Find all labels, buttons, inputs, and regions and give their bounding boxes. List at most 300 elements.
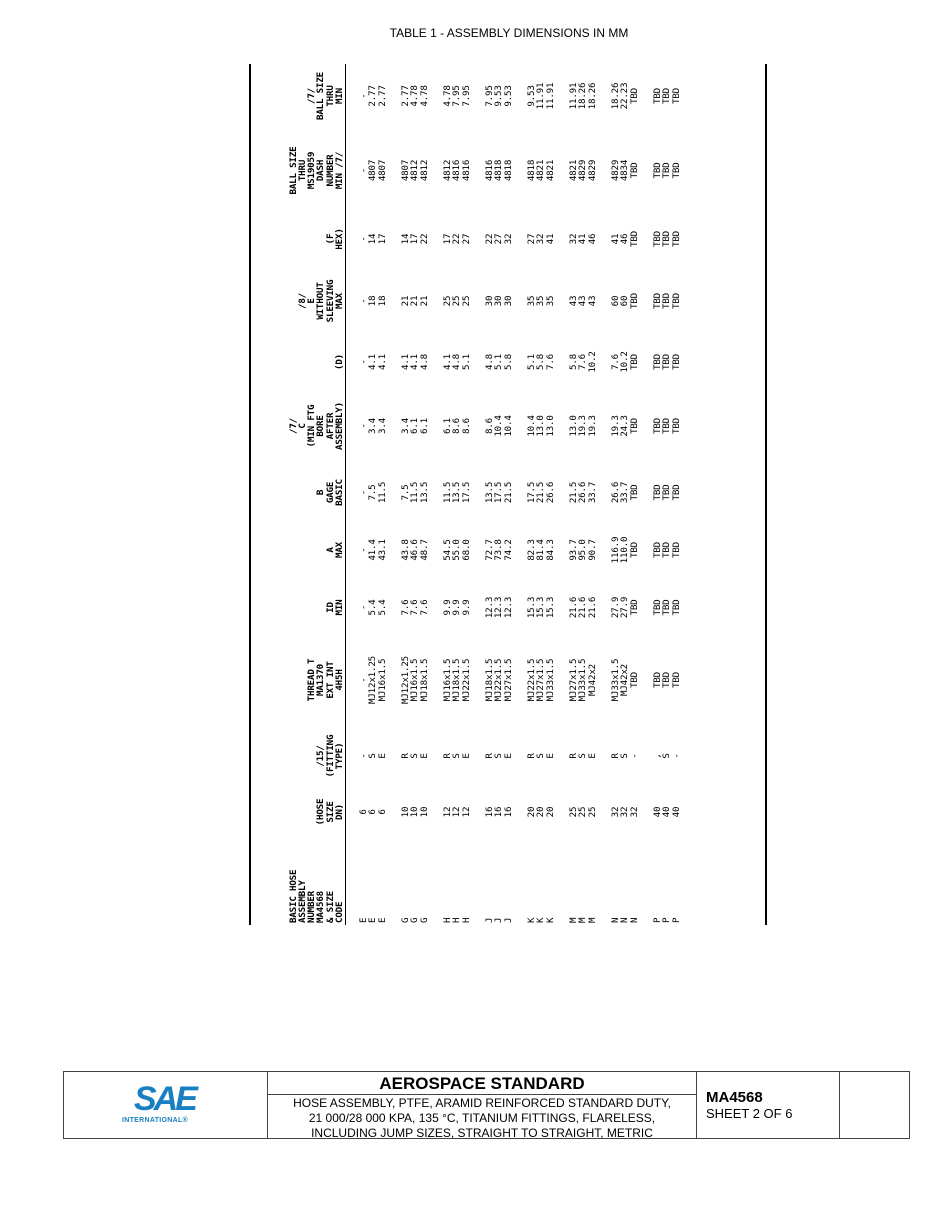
cell-values [569,351,598,372]
table-cell-f [604,213,646,265]
table-cell-code [604,837,646,925]
cell-value: 35 [535,295,547,307]
cell-values [569,659,598,702]
cell-value: 16 [502,806,514,818]
cell-values [611,351,640,372]
cell-value: 18.26 [577,82,589,110]
cell-value: 4818 [502,159,514,182]
header-cell: /7/ C (MIN FTG BORE AFTER ASSEMBLY) [287,402,345,450]
cell-value: S [451,753,463,759]
cell-value: 20 [544,806,556,818]
table-cell-c [604,387,646,465]
cell-values [653,418,682,434]
cell-value: 17.5 [525,481,537,504]
cell-value: 17.5 [493,481,505,504]
table-cell-d [646,337,688,387]
cell-values [653,600,682,616]
cell-value: 10 [409,806,421,818]
table-cell-ball [604,64,646,128]
cell-value: 95.0 [577,539,589,561]
table-cell-id [436,580,478,635]
cell-value: 32 [619,806,631,818]
cell-value: 7.6 [577,354,589,371]
cell-value: 4821 [544,159,556,182]
cell-value: 40 [661,806,673,818]
cell-value: 35 [544,295,556,307]
cell-values [359,918,388,923]
cell-values [611,659,640,702]
header-cell: (F HEX) [324,228,345,250]
table-cell-dn [394,787,436,837]
assembly-dimensions-table [248,64,769,925]
table-cell-a [394,520,436,580]
header-cell: B GAGE BASIC [315,479,345,506]
cell-values [485,354,514,370]
cell-value: , [651,753,663,759]
logo-letters: SAE [134,1082,195,1112]
cell-value: 21.6 [567,596,579,619]
cell-value: 68.0 [460,539,472,561]
cell-value: 4834 [619,159,631,182]
cell-value: 4.8 [451,354,463,370]
cell-values [443,539,472,560]
cell-value: 7.6 [418,599,430,616]
cell-value: MJ12x1.25 [399,656,411,704]
cell-value: 21 [418,295,430,307]
cell-values [359,482,388,503]
table-cell-ball [562,64,604,128]
cell-values [443,160,472,181]
cell-value: - [357,359,369,365]
cell-values [485,753,514,758]
cell-value: 32 [535,233,547,245]
document-cell [697,1072,840,1138]
table-cell-a [604,520,646,580]
cell-value: MJ18x1.5 [451,658,463,702]
cell-values [611,537,640,564]
cell-value: 74.2 [502,539,514,561]
cell-values [359,296,388,307]
cell-value: TBD [670,162,682,179]
cell-values [443,918,472,923]
header-cell: /8/ E WITHOUT SLEEVING MAX [296,279,345,323]
cell-value: 26.6 [544,481,556,504]
cell-values [527,918,556,923]
table-cell-d [520,337,562,387]
table-cell-d [346,337,394,387]
header-cell: ID MIN [324,599,345,616]
cell-value: 43.1 [376,539,388,561]
cell-value: 30 [493,295,505,307]
cell-value: 82.3 [525,539,537,561]
table-cell-dn [562,787,604,837]
cell-value: E [502,753,514,759]
cell-value: R [609,753,621,759]
cell-value: TBD [651,484,663,501]
cell-value: 27 [460,233,472,245]
cell-value: N [609,917,621,923]
cell-value: 43 [577,295,589,307]
cell-value: E [586,753,598,759]
cell-value: TBD [651,231,663,247]
cell-value: MJ33x1.5 [609,658,621,702]
cell-value: P [670,917,682,923]
table-cell-b [346,465,394,520]
table-cell-a [436,520,478,580]
cell-values [653,231,682,247]
cell-value: 8.6 [451,418,463,434]
cell-value: 4807 [367,159,379,182]
cell-value: 30 [502,295,514,307]
cell-value: 19.3 [609,415,621,437]
table-cell-e [346,265,394,337]
header-cell: THREAD T MA1370 EXT INT 4H5H [306,658,345,702]
cell-value: 11.5 [441,481,453,504]
cell-value: 4.78 [409,85,421,107]
cell-values [653,918,682,923]
cell-value: 13.5 [418,481,430,504]
table-cell-id [604,580,646,635]
cell-value: E [357,917,369,923]
cell-values [569,918,598,923]
cell-value: 55.0 [451,539,463,561]
cell-value: 24.3 [619,415,631,437]
cell-value: TBD [661,672,673,688]
cell-value: 11.91 [535,82,547,110]
cell-value: 4816 [460,159,472,182]
table-cell-id [478,580,520,635]
table-cell-code [346,837,394,925]
cell-value: 22 [418,233,430,245]
table-cell-e [478,265,520,337]
cell-value: 4807 [399,159,411,182]
cell-values [359,85,388,106]
cell-value: 4829 [577,159,589,182]
cell-values [527,296,556,307]
cell-value: 43.8 [399,539,411,561]
cell-value: 4.1 [441,354,453,370]
cell-value: G [399,917,411,923]
cell-values [569,753,598,758]
cell-value: MJ27x1.5 [502,658,514,702]
cell-value: 12 [451,806,463,818]
table-cell-f [520,213,562,265]
table-cell-thread [562,635,604,725]
cell-value: 60 [619,295,631,307]
cell-value: 15.3 [535,596,547,619]
cell-value: S [535,753,547,759]
cell-values [485,539,514,560]
standard-description [268,1095,696,1141]
cell-value: 30 [483,295,495,307]
cell-values [401,85,430,106]
table-cell-dn [346,787,394,837]
cell-value: E [460,753,472,759]
cell-value: TBD [661,231,673,247]
cell-value: K [525,917,537,923]
table-cell-b [478,465,520,520]
table-cell-b [604,465,646,520]
table-cell-b [394,465,436,520]
cell-value: 13.5 [483,481,495,504]
cell-value: 32 [628,806,640,818]
cell-value: MJ33x1.5 [544,658,556,702]
table-cell-d [394,337,436,387]
cell-value: R [441,753,453,759]
table-cell-code [478,837,520,925]
cell-value: 7.6 [409,599,421,616]
table-cell-b [646,465,688,520]
table-cell-code [646,837,688,925]
table-cell-dn [604,787,646,837]
cell-values [443,482,472,503]
cell-values [485,296,514,307]
cell-value: 5.1 [525,354,537,370]
cell-values [527,83,556,110]
cell-value: 46 [619,233,631,245]
cell-value: 9.9 [451,599,463,616]
cell-value: 4.78 [418,85,430,107]
cell-values [569,539,598,560]
cell-value: 2.77 [367,85,379,107]
table-cell-b [562,465,604,520]
cell-value: 5.4 [367,599,379,616]
cell-values [569,482,598,503]
table-cell-thread [346,635,394,725]
cell-value: MJ22x1.5 [493,658,505,702]
cell-value: TBD [628,354,640,371]
cell-value: 46.6 [409,539,421,561]
cell-values [401,296,430,307]
cell-value: 4818 [493,159,505,182]
cell-value: 4816 [483,159,495,182]
table-cell-type [394,725,436,787]
cell-value: J [483,917,495,923]
cell-values [611,160,640,181]
cell-value: TBD [628,672,640,688]
cell-value: 19.3 [577,415,589,437]
table-cell-b [436,465,478,520]
table-cell-type [478,725,520,787]
table-cell-e [394,265,436,337]
cell-values [485,234,514,245]
cell-values [485,160,514,181]
cell-value: TBD [628,162,640,179]
cell-values [401,160,430,181]
cell-value: 4821 [535,159,547,182]
cell-value: E [376,753,388,759]
cell-value: 5.8 [535,354,547,370]
cell-values [569,160,598,181]
cell-value: J [493,917,505,923]
cell-value: TBD [661,599,673,616]
cell-values [527,753,556,758]
cell-value: R [525,753,537,759]
cell-value: 5.1 [460,354,472,370]
cell-value: 4.1 [367,354,379,370]
table-row [436,64,478,925]
cell-value: TBD [651,599,663,616]
cell-value: 15.3 [544,596,556,619]
cell-value: MJ27x1.5 [535,658,547,702]
cell-value: 18 [376,295,388,307]
cell-value: - [628,753,640,759]
table-cell-ball [394,64,436,128]
cell-value: TBD [670,542,682,558]
cell-value: 10 [418,806,430,818]
cell-value: 4818 [525,159,537,182]
cell-value: R [567,753,579,759]
cell-values [443,418,472,434]
cell-value: 21.6 [586,596,598,619]
cell-value: 21 [409,295,421,307]
cell-value: 7.5 [399,484,411,501]
table-cell-type [520,725,562,787]
cell-value: 5.1 [493,354,505,370]
table-cell-ball [346,64,394,128]
cell-value: 12 [441,806,453,818]
cell-value: 22 [451,233,463,245]
cell-values [443,234,472,245]
cell-value: 60 [609,295,621,307]
table-cell-ms [346,128,394,213]
cell-value: 3.4 [367,418,379,434]
cell-value: 9.53 [502,85,514,107]
cell-values [653,293,682,309]
cell-value: H [451,917,463,923]
cell-value: 33.7 [619,481,631,504]
cell-value: 40 [670,806,682,818]
cell-value: 7.95 [483,85,495,107]
table-body [346,64,688,925]
cell-value: R [483,753,495,759]
cell-value: TBD [628,599,640,616]
cell-value: 84.3 [544,539,556,561]
cell-value: TBD [628,88,640,105]
cell-value: - [357,236,369,242]
cell-value: MJ33x1.5 [577,658,589,702]
cell-value: 21 [399,295,411,307]
table-cell-d [436,337,478,387]
cell-value: S [661,753,673,759]
cell-value: 6 [367,809,379,815]
table-row [346,64,394,925]
standard-heading: AEROSPACE STANDARD [268,1072,696,1095]
table-cell-ball [520,64,562,128]
cell-value: M [567,917,579,923]
header-cell: A MAX [324,542,345,558]
cell-values [485,807,514,818]
cell-values [527,807,556,818]
cell-value: N [619,917,631,923]
table-cell-f [562,213,604,265]
cell-value: 41 [577,233,589,245]
cell-values [485,918,514,923]
cell-value: 25 [451,295,463,307]
header-cell: /7/ BALL SIZE THRU MIN [306,72,345,120]
cell-value: TBD [628,484,640,501]
cell-value: TBD [670,672,682,688]
cell-value: 110.0 [619,536,631,564]
cell-value: 26.6 [577,481,589,504]
cell-value: TBD [670,599,682,616]
table-cell-a [478,520,520,580]
cell-values [611,231,640,247]
cell-values [569,807,598,818]
cell-value: 11.5 [409,481,421,504]
sheet-number: SHEET 2 OF 6 [706,1106,793,1121]
cell-value: 4.1 [399,354,411,370]
table-cell-e [562,265,604,337]
cell-value: 14 [367,233,379,245]
cell-values [527,160,556,181]
cell-values [443,354,472,370]
cell-value: TBD [670,293,682,309]
cell-value: M [577,917,589,923]
cell-value: TBD [651,672,663,688]
cell-value: - [357,167,369,174]
cell-value: 35 [525,295,537,307]
cell-values [653,354,682,370]
cell-values [443,807,472,818]
table-cell-e [520,265,562,337]
cell-value: E [544,753,556,759]
cell-value: TBD [651,354,663,370]
cell-values [653,485,682,501]
cell-value: 17 [409,233,421,245]
cell-values [359,809,388,814]
cell-value: 17 [376,233,388,245]
cell-value: 90.7 [586,539,598,561]
cell-value: 3.4 [376,418,388,434]
cell-value: MJ27x1.5 [567,658,579,702]
table-cell-d [604,337,646,387]
cell-values [653,542,682,558]
table-row [646,64,688,925]
cell-value: E [418,753,430,759]
cell-value: 17.5 [460,481,472,504]
cell-value: S [367,753,379,759]
cell-value: S [409,753,421,759]
cell-value: 13.0 [544,415,556,437]
cell-values [485,482,514,503]
rotated-table-content [248,64,769,925]
cell-value: MJ16x1.5 [441,658,453,702]
cell-value: MJ12x1.25 [367,656,379,704]
cell-value: K [544,917,556,923]
table-cell-type [646,725,688,787]
cell-value: TBD [651,293,663,309]
cell-values [359,656,388,704]
cell-value: TBD [628,231,640,247]
table-cell-c [394,387,436,465]
cell-values [401,807,430,818]
cell-value: TBD [670,88,682,104]
cell-values [611,482,640,503]
cell-value: 6.1 [441,418,453,434]
cell-value: 4812 [409,159,421,182]
cell-value: G [418,917,430,923]
cell-value: K [535,917,547,923]
table-cell-thread [394,635,436,725]
cell-value: 10.2 [586,351,598,373]
table-cell-code [394,837,436,925]
table-cell-ms [562,128,604,213]
table-cell-ms [436,128,478,213]
cell-value: 11.91 [567,82,579,110]
cell-value: 4829 [586,159,598,182]
cell-values [527,415,556,436]
